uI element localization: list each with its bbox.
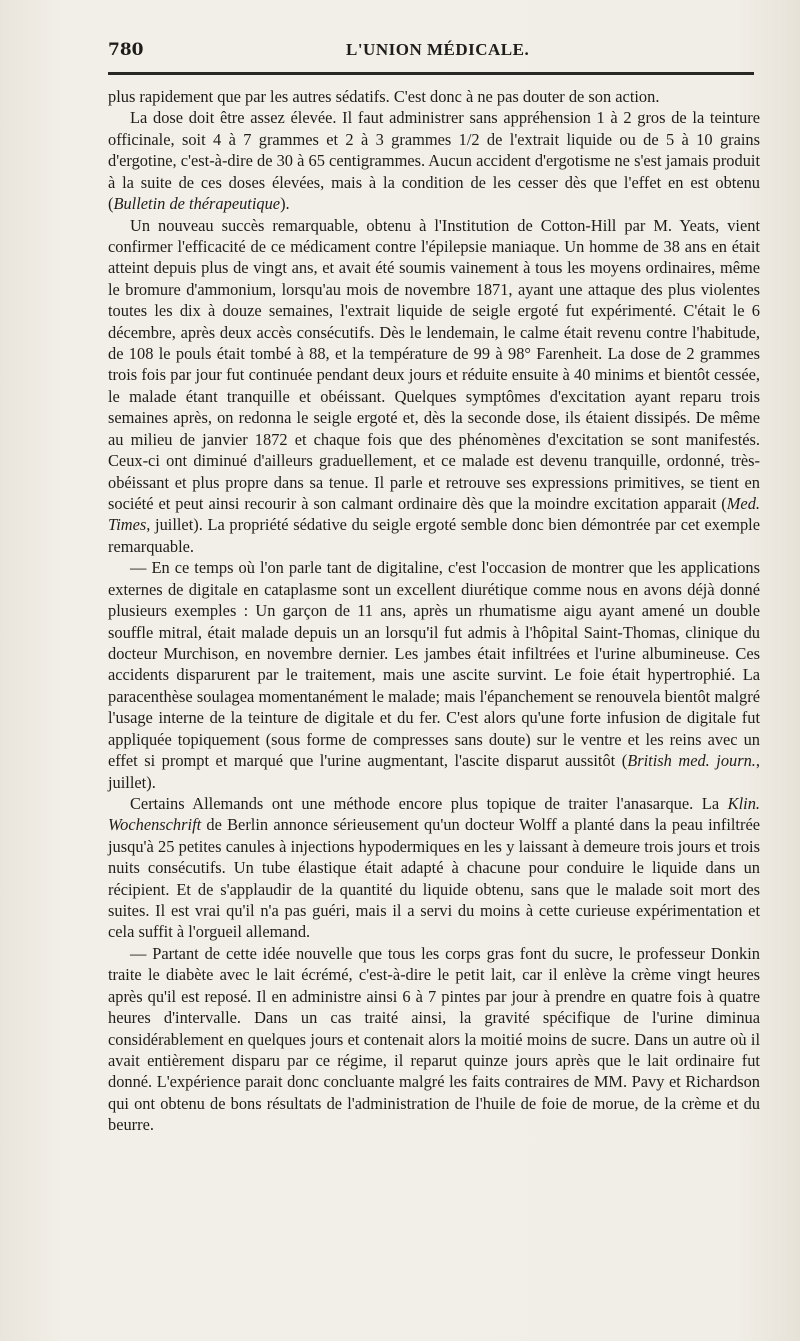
paragraph-text: — Partant de cette idée nouvelle que tous les corps gras font du sucre, le professeur Donkin traite le diabète avec le lait écrémé, c'est-à-dire le petit lait, car il enlève la crème vingt heures après qu'il est reposé. Il en administre ainsi 6 à 7 pintes par jour à prendre en quatre fois à quatre heures d'intervalle. Dans un cas traité ainsi, la gravité spécifique de l'urine diminua considérablement en quelques jours et contenait alors la moitié moins de sucre. Dans un autre où il avait entièrement disparu par ce régime, il reparut quinze jours après que le lait ordinaire fut donné. L'expérience parait donc concluante malgré les faits contraires de MM. Pavy et Richardson qui ont obtenu de bons résultats de l'administration de l'huile de foie de morue, de la crème et du beurre. [108,943,760,1135]
paragraph [108,943,760,1136]
paragraph [108,107,760,214]
paragraph [108,86,760,107]
page-header [108,40,753,66]
paragraph [108,215,760,558]
paragraph [108,557,760,793]
italic-citation: Med. Times [108,494,760,535]
paragraph-text: Certains Allemands ont une méthode encore plus topique de traiter l'anasarque. La [130,793,728,813]
paragraph-text: La dose doit être assez élevée. Il faut administrer sans appréhension 1 à 2 gros de la teinture officinale, soit 4 à 7 grammes et 2 à 3 grammes 1/2 de l'extrait liquide ou de 5 à 10 grains d'ergotine, c'est-à-dire de 30 à 65 centigrammes. Aucun accident d'ergotisme ne s'est jamais produit à la suite de ces doses élevées, mais à la condition de les cesser dès que l'effet en est obtenu ( [108,108,760,214]
paragraph [108,793,760,943]
header-rule [108,72,754,75]
article-body [108,86,760,1136]
page-number: 780 [108,40,144,60]
paragraph-text: , juillet). [108,751,761,792]
italic-citation: British med. journ. [627,751,756,771]
paragraph-text: — En ce temps où l'on parle tant de digitaline, c'est l'occasion de montrer que les applications externes de digitale en cataplasme sont un excellent diurétique comme nous en avons déjà donné plusieurs exemples : Un garçon de 11 ans, après un rhumatisme aigu ayant amené un double souffle mitral, était malade depuis un an lorsqu'il fut admis à l'hôpital Saint-Thomas, clinique du docteur Murchison, en novembre dernier. Les jambes était infiltrées et l'urine albumineuse. Ces accidents disparurent par le traitement, mais une ascite survint. Le foie était hypertrophié. La paracenthèse soulagea momentanément le malade; mais l'épanchement se renouvela bientôt malgré l'usage interne de la teinture de digitale et du fer. C'est alors qu'une forte infusion de digitale fut appliquée topiquement (sous forme de compresses sans doute) sur le ventre et les reins avec un effet si prompt et marqué que l'urine augmentant, l'ascite disparut aussitôt ( [108,558,760,771]
paragraph-text: , juillet). La propriété sédative du seigle ergoté semble donc bien démontrée par cet exemple remarquable. [108,515,760,556]
paragraph-text: Un nouveau succès remarquable, obtenu à l'Institution de Cotton-Hill par M. Yeats, vient confirmer l'efficacité de ce médicament contre l'épilepsie maniaque. Un homme de 38 ans en était atteint depuis plus de vingt ans, et avait été soumis vainement à tous les moyens ordinaires, même le bromure d'ammonium, lorsqu'au mois de novembre 1871, ayant une attaque des plus violentes toutes les dix à douze semaines, l'extrait liquide de seigle ergoté fut expérimenté. C'était le 6 décembre, après deux accès consécutifs. Dès le lendemain, le calme était revenu contre l'habitude, de 108 le pouls était tombé à 88, et la température de 99 à 98° Farenheit. La dose de 2 grammes trois fois par jour fut continuée pendant deux jours et réduite ensuite à 40 minims et bientôt cessée, le malade étant tranquille et obéissant. Quelques symptômes d'excitation ayant reparu trois semaines après, on redonna le seigle ergoté et, dès la seconde dose, ils étaient dissipés. De même au milieu de janvier 1872 et chaque fois que des phénomènes d'excitation se sont manifestés. Ceux-ci ont diminué d'ailleurs graduellement, et ce malade est devenu tranquille, ordonné, très-obéissant et plus propre dans sa tenue. Il parle et retrouve ses expressions primitives, se tient en société et peut ainsi recourir à son calmant ordinaire dès que la moindre excitation apparait ( [108,215,760,514]
paragraph-text: de Berlin annonce sérieusement qu'un docteur Wolff a planté dans la peau infiltrée jusqu'à 25 petites canules à injections hypodermiques en les y laissant à demeure trois jours et trois nuits consécutifs. Un tube élastique était adapté à chacune pour conduire le liquide dans un récipient. Et de s'applaudir de la quantité du liquide obtenu, sans que le malade soit mort des suites. Il est vrai qu'il n'a pas guéri, mais il a servi du moins à cette curieuse expérimentation et cela suffit à l'orgueil allemand. [108,815,760,942]
italic-citation: Bulletin de thérapeutique [113,194,281,214]
paragraph-text: ). [280,194,290,214]
italic-citation: Klin. Wochenschrift [108,793,760,835]
paragraph-text: plus rapidement que par les autres sédatifs. C'est donc à ne pas douter de son action. [108,87,660,106]
running-title: L'UNION MÉDICALE. [346,40,530,59]
